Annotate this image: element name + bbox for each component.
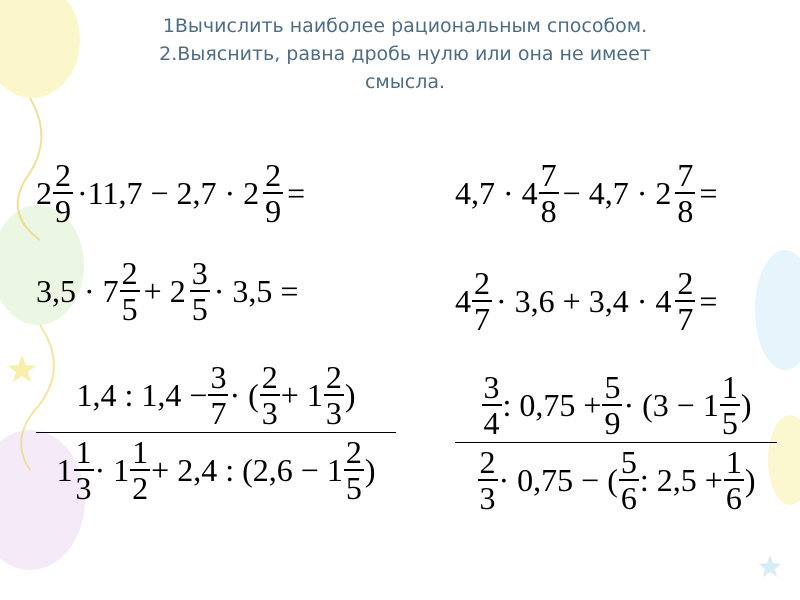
numerator: 2 <box>261 359 278 395</box>
numerator: 7 <box>540 157 557 193</box>
expression-6 <box>455 370 777 515</box>
numerator: 1 <box>725 444 742 480</box>
operator-text: · 3,6 + 3,4 · 4 <box>496 282 672 319</box>
operator-text: · 0,75 − ( <box>498 461 618 498</box>
denominator: 3 <box>479 480 496 516</box>
numerator: 2 <box>474 265 490 301</box>
whole-part: 4 <box>455 282 471 319</box>
operator-text: : 0,75 + <box>502 386 602 423</box>
operator-text: · (3 − 1 <box>623 386 719 423</box>
numerator: 2 <box>325 359 342 395</box>
numerator: 5 <box>620 444 637 480</box>
fraction <box>674 158 696 228</box>
star-decoration-1 <box>8 355 36 382</box>
whole-part: 2 <box>36 174 52 211</box>
numerator: 2 <box>265 157 282 193</box>
denominator: 6 <box>725 480 742 516</box>
operator-text: + 1 <box>280 376 323 413</box>
complex-denominator <box>36 435 396 505</box>
fraction <box>538 158 560 228</box>
fraction <box>323 360 345 430</box>
operator-text: · ( <box>229 376 259 413</box>
denominator: 7 <box>474 301 490 337</box>
denominator: 9 <box>55 193 71 229</box>
fraction <box>189 256 211 326</box>
whole-part: 1 <box>56 451 73 488</box>
task-header <box>30 12 780 96</box>
numerator: 3 <box>191 255 208 291</box>
numerator: 7 <box>677 157 694 193</box>
numerator: 2 <box>121 255 138 291</box>
denominator: 7 <box>677 301 694 337</box>
denominator: 8 <box>677 193 694 229</box>
numerator: 2 <box>677 265 694 301</box>
main-fraction-bar <box>36 432 396 433</box>
equals-sign: = <box>699 282 718 319</box>
complex-numerator <box>455 370 777 440</box>
denominator: 8 <box>540 193 557 229</box>
fraction <box>259 360 281 430</box>
fraction <box>618 445 640 515</box>
denominator: 5 <box>191 291 208 327</box>
numerator: 1 <box>721 369 738 405</box>
denominator: 2 <box>132 470 149 506</box>
operator-text: + 2 <box>143 272 186 309</box>
fraction <box>471 266 493 336</box>
whole-part: 3,5 · 7 <box>36 272 119 309</box>
expression-4 <box>455 158 720 228</box>
numerator: 3 <box>483 369 500 405</box>
fraction <box>343 435 365 505</box>
operator-text: ) <box>364 451 376 488</box>
denominator: 5 <box>345 470 362 506</box>
star-decoration-2 <box>759 555 781 577</box>
denominator: 9 <box>265 193 282 229</box>
expression-2 <box>36 256 301 326</box>
fraction <box>674 266 696 336</box>
operator-text: : 2,5 + <box>639 461 723 498</box>
fraction <box>481 370 503 440</box>
expression-3 <box>36 360 396 505</box>
fraction <box>719 370 741 440</box>
denominator: 3 <box>261 395 278 431</box>
numerator: 1 <box>75 434 92 470</box>
operator-text: − 4,7 · 2 <box>562 174 672 211</box>
complex-denominator <box>455 445 777 515</box>
operator-text: ·11,7 − 2,7 · 2 <box>77 174 260 211</box>
denominator: 4 <box>483 405 500 441</box>
expression-1 <box>36 158 308 228</box>
balloon-blue-right <box>755 250 800 370</box>
operator-text: ) <box>744 461 756 498</box>
task-line-2: 2.Выяснить, равна дробь нулю или она не имеет <box>159 43 651 65</box>
denominator: 5 <box>121 291 138 327</box>
fraction <box>73 435 95 505</box>
operator-text: ) <box>344 376 356 413</box>
fraction <box>52 158 74 228</box>
fraction <box>129 435 151 505</box>
operator-text: · 3,5 = <box>213 272 299 309</box>
fraction <box>262 158 284 228</box>
numerator: 2 <box>55 157 71 193</box>
fraction <box>723 445 745 515</box>
numerator: 5 <box>604 369 621 405</box>
numerator: 3 <box>210 359 227 395</box>
fraction <box>477 445 499 515</box>
equals-sign: = <box>699 174 718 211</box>
fraction <box>119 256 141 326</box>
complex-numerator <box>36 360 396 430</box>
denominator: 3 <box>325 395 342 431</box>
task-line-1: 1Вычислить наиболее рациональным способом. <box>162 15 648 37</box>
task-line-3: смысла. <box>364 71 446 93</box>
equals-sign: = <box>287 174 306 211</box>
denominator: 5 <box>721 405 738 441</box>
fraction <box>601 370 623 440</box>
numerator: 2 <box>479 444 496 480</box>
denominator: 6 <box>620 480 637 516</box>
expression-5 <box>455 266 720 336</box>
operator-text: + 2,4 : (2,6 − 1 <box>151 451 343 488</box>
operator-text: ) <box>740 386 752 423</box>
numerator: 2 <box>345 434 362 470</box>
main-fraction-bar <box>455 442 777 443</box>
denominator: 9 <box>604 405 621 441</box>
operator-text: 1,4 : 1,4 − <box>76 376 208 413</box>
operator-text: 4,7 · 4 <box>455 174 538 211</box>
denominator: 7 <box>210 395 227 431</box>
operator-text: · 1 <box>94 451 130 488</box>
numerator: 1 <box>132 434 149 470</box>
denominator: 3 <box>75 470 92 506</box>
fraction <box>207 360 229 430</box>
